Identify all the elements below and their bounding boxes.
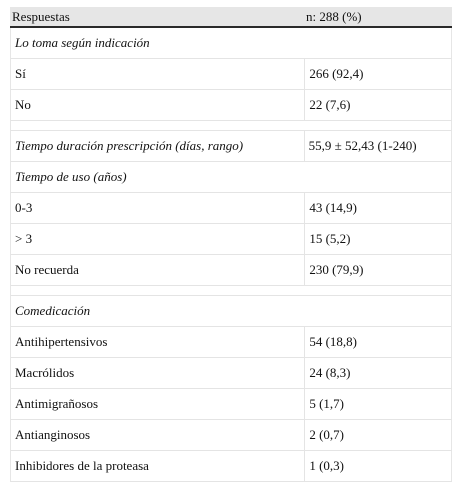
results-table: [10, 7, 452, 482]
row-label: No recuerda: [11, 255, 305, 285]
row-value: 2 (0,7): [305, 420, 452, 450]
table-row: [10, 193, 452, 224]
row-value: 266 (92,4): [305, 59, 452, 89]
row-value: 24 (8,3): [305, 358, 452, 388]
row-label: Antimigrañosos: [11, 389, 305, 419]
row-label: > 3: [11, 224, 305, 254]
section-title: Lo toma según indicación: [15, 35, 150, 50]
row-value: 230 (79,9): [305, 255, 452, 285]
header-respuestas: Respuestas: [12, 8, 70, 24]
table-row: [10, 358, 452, 389]
section-comedicacion: [10, 296, 452, 327]
row-value: 55,9 ± 52,43 (1-240): [308, 138, 417, 153]
row-label: Inhibidores de la proteasa: [11, 451, 305, 481]
section-title: Tiempo duración prescripción (días, rango): [11, 131, 305, 161]
row-label: Antihipertensivos: [11, 327, 305, 357]
table-row: [10, 59, 452, 90]
section-tiempo-uso: [10, 162, 452, 193]
row-value: 5 (1,7): [305, 389, 452, 419]
table-header: [10, 7, 452, 28]
row-value: 54 (18,8): [305, 327, 452, 357]
row-label: 0-3: [11, 193, 305, 223]
row-label: Antianginosos: [11, 420, 305, 450]
row-value: 43 (14,9): [305, 193, 452, 223]
table-row: [10, 451, 452, 482]
row-value: 1 (0,3): [305, 451, 452, 481]
header-n: n: 288 (%): [306, 8, 362, 24]
section-title: Tiempo de uso (años): [15, 169, 127, 184]
table-row: [10, 327, 452, 358]
section-indicacion: [10, 28, 452, 59]
row-value: 22 (7,6): [305, 90, 452, 120]
row-spacer: [10, 121, 452, 131]
row-value: 15 (5,2): [305, 224, 452, 254]
row-spacer: [10, 286, 452, 296]
row-label: Macrólidos: [11, 358, 305, 388]
row-label: Sí: [11, 59, 305, 89]
table-row: [10, 224, 452, 255]
table-row: [10, 420, 452, 451]
section-title: Comedicación: [15, 303, 91, 318]
table-row: [10, 90, 452, 121]
table-row: [10, 255, 452, 286]
table-row: [10, 389, 452, 420]
row-label: No: [11, 90, 305, 120]
section-duracion: [10, 131, 452, 162]
